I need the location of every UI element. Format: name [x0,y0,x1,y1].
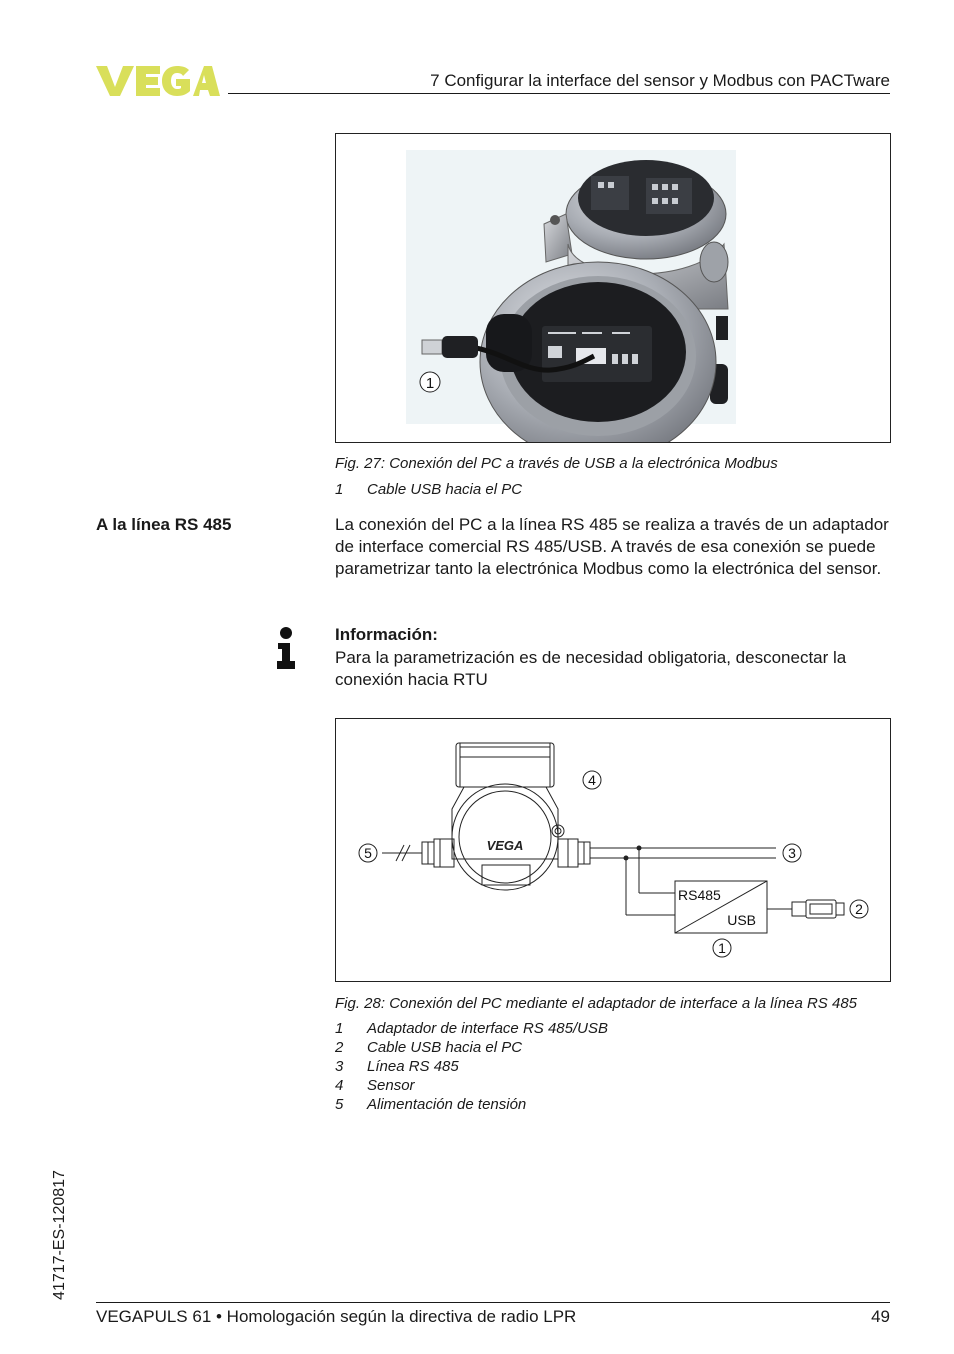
figure-27-callout-1: 1 [425,375,435,392]
info-title: Información: [335,625,438,644]
figure-28-legend-item [335,1096,526,1113]
legend-text: Cable USB hacia el PC [367,481,523,498]
legend-text: Alimentación de tensión [367,1096,527,1113]
legend-number: 4 [335,1077,344,1094]
legend-number: 1 [335,481,344,498]
adapter-label-usb: USB [727,912,756,928]
adapter-label-rs485: RS485 [678,887,721,903]
vega-logo [96,64,220,98]
info-text: Para la parametrización es de necesidad obligatoria, desconectar la conexión hacia RTU [335,648,847,689]
legend-text: Sensor [367,1077,415,1094]
info-icon [275,627,297,669]
figure-28-callout-3: 3 [788,845,796,861]
figure-27-legend-item [335,481,522,498]
figure-27 [335,133,891,443]
figure-28-legend-item [335,1020,608,1037]
figure-27-caption: Fig. 27: Conexión del PC a través de USB a la electrónica Modbus [335,455,778,472]
figure-27-photo [336,134,890,442]
sensor-housing-logo: VEGA [486,838,524,853]
figure-28-caption: Fig. 28: Conexión del PC mediante el adaptador de interface a la línea RS 485 [335,995,857,1012]
legend-number: 2 [335,1039,344,1056]
legend-text: Cable USB hacia el PC [367,1039,523,1056]
figure-28-drawing [336,719,890,981]
document-id-text: 41717-ES-120817 [51,1170,68,1300]
legend-number: 3 [335,1058,344,1075]
figure-28-legend-item [335,1077,415,1094]
legend-number: 5 [335,1096,344,1113]
legend-number: 1 [335,1020,344,1037]
figure-28-callout-2: 2 [855,901,863,917]
legend-text: Adaptador de interface RS 485/USB [367,1020,608,1037]
document-id [40,1160,80,1310]
figure-28-legend-item [335,1058,459,1075]
header-rule [228,93,890,94]
figure-28-legend-item [335,1039,522,1056]
section-paragraph: La conexión del PC a la línea RS 485 se realiza a través de un adaptador de interface comercial RS 485/USB. A través de esa conexión se puede parametrizar tanto la electrónica Modbus como la electrónica del sensor. [335,515,889,578]
section-heading: A la línea RS 485 [96,515,232,534]
figure-28-callout-1: 1 [718,940,726,956]
figure-28-callout-4: 4 [588,772,596,788]
legend-text: Línea RS 485 [367,1058,459,1075]
figure-28-callout-5: 5 [364,845,372,861]
page-number: 49 [871,1307,890,1326]
footer-text: VEGAPULS 61 • Homologación según la directiva de radio LPR [96,1307,577,1326]
figure-28 [335,718,891,982]
chapter-title: 7 Configurar la interface del sensor y Modbus con PACTware [430,71,890,90]
footer-rule [96,1302,890,1303]
